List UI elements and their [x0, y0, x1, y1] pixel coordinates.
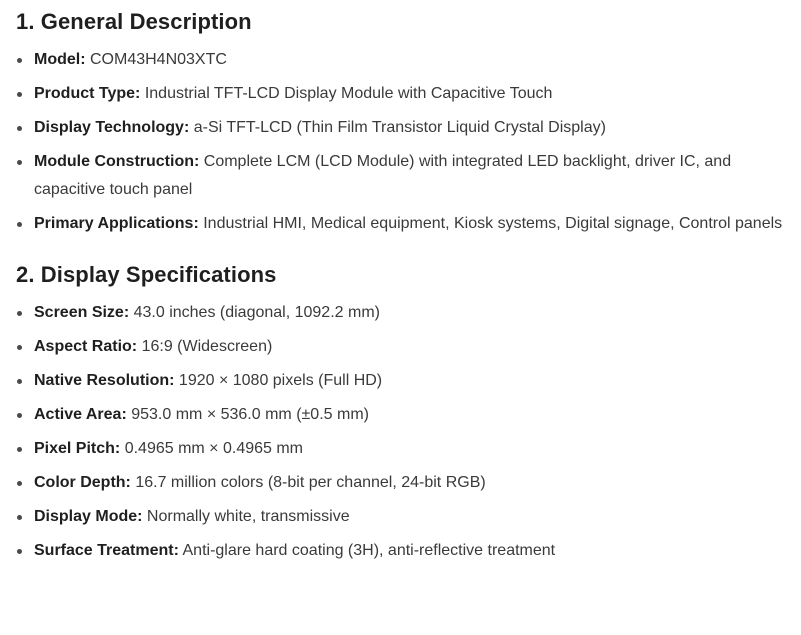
- item-value: Industrial TFT-LCD Display Module with Capacitive Touch: [140, 85, 553, 102]
- item-value: 43.0 inches (diagonal, 1092.2 mm): [129, 304, 380, 321]
- bullet-icon: [17, 345, 22, 350]
- bullet-icon: [17, 413, 22, 418]
- item-term: Primary Applications:: [34, 215, 199, 232]
- item-term: Aspect Ratio:: [34, 338, 138, 355]
- list-item: [16, 114, 786, 142]
- bullet-icon: [17, 447, 22, 452]
- bullet-icon: [17, 222, 22, 227]
- display-specifications-list: [16, 299, 801, 565]
- item-term: Module Construction:: [34, 153, 200, 170]
- item-term: Active Area:: [34, 406, 127, 423]
- bullet-icon: [17, 481, 22, 486]
- bullet-icon: [17, 515, 22, 520]
- list-item: [16, 80, 786, 108]
- item-term: Display Technology:: [34, 119, 190, 136]
- bullet-icon: [17, 311, 22, 316]
- item-value: 0.4965 mm × 0.4965 mm: [120, 440, 304, 457]
- item-term: Display Mode:: [34, 508, 143, 525]
- general-description-list: [16, 46, 801, 238]
- item-value: 16.7 million colors (8-bit per channel, 24-bit RGB): [130, 474, 486, 491]
- item-value: 953.0 mm × 536.0 mm (±0.5 mm): [126, 406, 369, 423]
- list-item: [16, 469, 786, 497]
- section-heading-general-description: 1. General Description: [16, 9, 252, 34]
- list-item: [16, 367, 786, 395]
- list-item: [16, 210, 786, 238]
- bullet-icon: [17, 549, 22, 554]
- list-item: [16, 299, 786, 327]
- list-item: [16, 537, 786, 565]
- item-term: Pixel Pitch:: [34, 440, 121, 457]
- item-value: 16:9 (Widescreen): [137, 338, 273, 355]
- item-term: Surface Treatment:: [34, 542, 179, 559]
- item-term: Product Type:: [34, 85, 141, 102]
- item-value: Complete LCM (LCD Module) with integrated LED backlight, driver IC, and capacitive touch panel: [34, 153, 732, 198]
- list-item: [16, 435, 786, 463]
- item-value: a-Si TFT-LCD (Thin Film Transistor Liquid Crystal Display): [189, 119, 606, 136]
- list-item: [16, 333, 786, 361]
- item-term: Model:: [34, 51, 86, 68]
- list-item: [16, 401, 786, 429]
- item-value: Industrial HMI, Medical equipment, Kiosk systems, Digital signage, Control panels: [198, 215, 783, 232]
- list-item: [16, 148, 786, 204]
- bullet-icon: [17, 160, 22, 165]
- item-value: 1920 × 1080 pixels (Full HD): [174, 372, 383, 389]
- item-term: Native Resolution:: [34, 372, 175, 389]
- list-item: [16, 46, 786, 74]
- item-value: Normally white, transmissive: [142, 508, 350, 525]
- item-term: Screen Size:: [34, 304, 130, 321]
- item-term: Color Depth:: [34, 474, 131, 491]
- item-value: Anti-glare hard coating (3H), anti-reflective treatment: [178, 542, 556, 559]
- bullet-icon: [17, 126, 22, 131]
- bullet-icon: [17, 58, 22, 63]
- section-heading-display-specifications: 2. Display Specifications: [16, 262, 277, 287]
- list-item: [16, 503, 786, 531]
- bullet-icon: [17, 379, 22, 384]
- bullet-icon: [17, 92, 22, 97]
- item-value: COM43H4N03XTC: [85, 51, 227, 68]
